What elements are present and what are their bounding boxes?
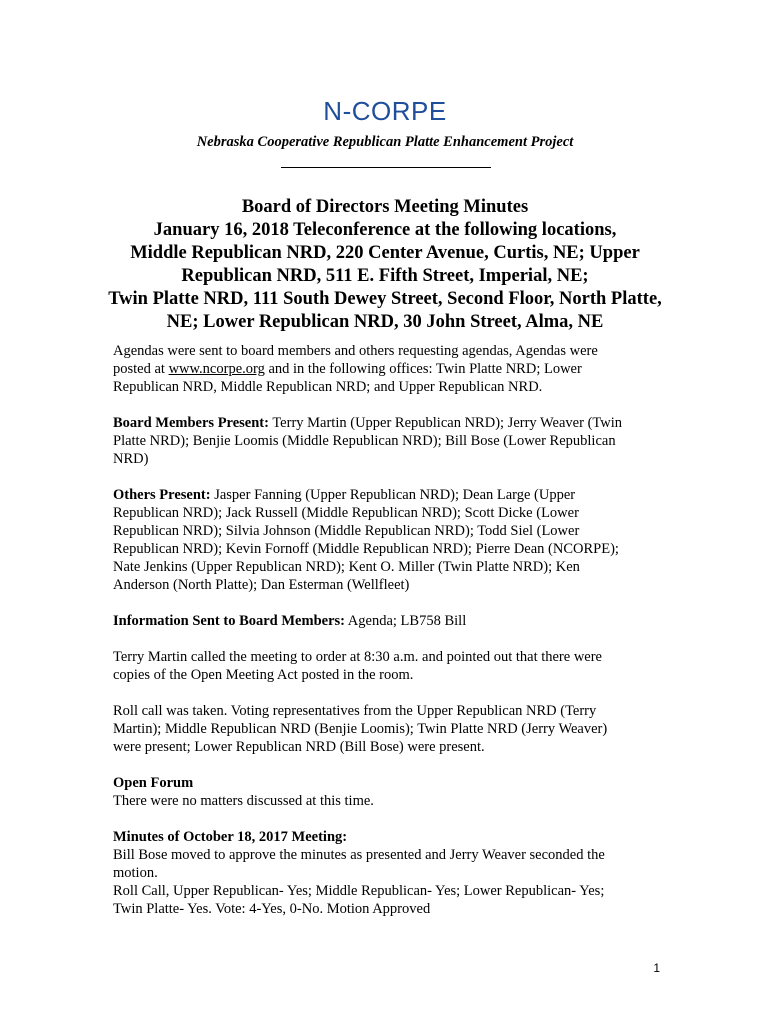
title-line: NE; Lower Republican NRD, 30 John Street, Alma, NE (166, 312, 604, 332)
others-present: Others Present: Jasper Fanning (Upper Republican NRD); Dean Large (Upper Republican NRD); Jack Russell (Middle Republican NRD); Scott Dicke (Lower Republican NRD); Silvia Johnson (Middle Republican NRD); Todd Siel (Lower Republican NRD); Kevin Fornoff (Middle Republican NRD); Pierre Dean (NCORPE); Nate Jenkins (Upper Republican NRD); Kent O. Miller (Twin Platte NRD); Ken Anderson (North Platte); Dan Esterman (Wellfleet) (113, 487, 619, 593)
title-line: Republican NRD, 511 E. Fifth Street, Imperial, NE; (181, 266, 589, 286)
ncorpe-website-link[interactable]: www.ncorpe.org (168, 361, 265, 377)
title-line: Board of Directors Meeting Minutes (241, 197, 529, 217)
section-label: Board Members Present: (113, 415, 269, 431)
page-number: 1 (653, 961, 660, 975)
information-sent: Information Sent to Board Members: Agenda; LB758 Bill (113, 613, 467, 629)
header-divider (281, 167, 491, 168)
roll-call-paragraph: Roll call was taken. Voting representatives from the Upper Republican NRD (Terry Martin); Middle Republican NRD (Benjie Loomis); Twin Platte NRD (Jerry Weaver) were present; Lower Republican NRD (Bill Bose) were present. (113, 703, 608, 755)
section-heading: Minutes of October 18, 2017 Meeting: (113, 829, 348, 845)
minutes-section: Minutes of October 18, 2017 Meeting: Bill Bose moved to approve the minutes as presented and Jerry Weaver seconded the motion. Roll Call, Upper Republican- Yes; Middle Republican- Yes; Lower Republican- Yes; Twin Platte- Yes. Vote: 4-Yes, 0-No. Motion Approved (113, 828, 658, 918)
logo: N-CORPE (323, 96, 447, 126)
board-members-present: Board Members Present: Terry Martin (Upper Republican NRD); Jerry Weaver (Twin Platte NRD); Benjie Loomis (Middle Republican NRD); Bill Bose (Lower Republican NRD) (113, 415, 622, 467)
title-line: Middle Republican NRD, 220 Center Avenue, Curtis, NE; Upper (130, 243, 640, 263)
title-line: Twin Platte NRD, 111 South Dewey Street, Second Floor, North Platte, (108, 289, 662, 309)
document-title (100, 196, 670, 334)
section-label: Others Present: (113, 487, 211, 503)
section-heading: Open Forum (113, 775, 194, 791)
title-line: January 16, 2018 Teleconference at the following locations, (153, 220, 617, 240)
organization-subtitle: Nebraska Cooperative Republican Platte Enhancement Project (196, 134, 574, 150)
call-to-order-paragraph: Terry Martin called the meeting to order at 8:30 a.m. and pointed out that there were copies of the Open Meeting Act posted in the room. (113, 649, 602, 683)
agendas-paragraph: Agendas were sent to board members and others requesting agendas, Agendas were posted at www.ncorpe.org and in the following offices: Twin Platte NRD; Lower Republican NRD, Middle Republican NRD; and Upper Republican NRD. (113, 343, 598, 395)
document-body (113, 342, 658, 936)
open-forum-section: Open Forum There were no matters discussed at this time. (113, 774, 658, 810)
section-label: Information Sent to Board Members: (113, 613, 345, 629)
